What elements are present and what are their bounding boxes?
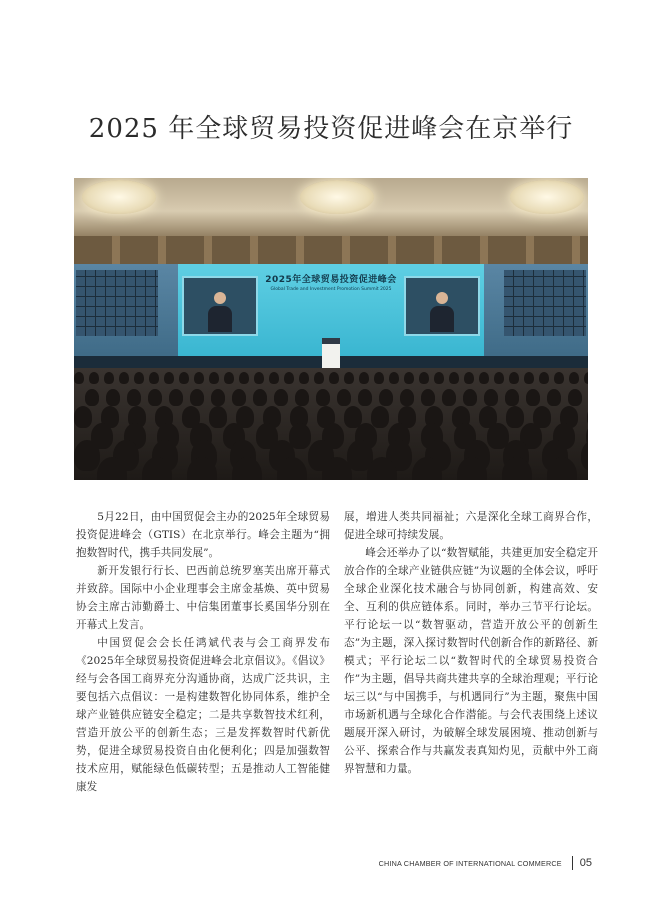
audience-head (74, 372, 84, 384)
speaker-figure (208, 292, 232, 332)
audience-head (400, 389, 414, 406)
paragraph: 峰会还举办了以“数智赋能，共建更加安全稳定开放合作的全球产业链供应链”为议题的全体会议，呼吁全球企业深化技术融合与协同创新，构建高效、安全、互利的供应链体系。同时，举办三节平行论坛。平行论坛一以“数智驱动，营造开放公平的创新生态”为主题，深入探讨数智时代创新合作的新路径、新模式；平行论坛二以“数智时代的全球贸易投资合作”为主题，倡导共商共建共享的全球治理观；平行论坛三以“与中国携手，与机遇同行”为主题，聚焦中国市场新机遇与全球化合作潜能。与会代表围绕上述议题展开深入研讨，为破解全球发展困境、推动创新与公平、探索合作与共赢发表真知灼见，贡献中外工商界智慧和力量。 (344, 547, 598, 775)
audience-head (442, 389, 456, 406)
screen-subtitle: Global Trade and Investment Promotion Summit 2025 (270, 287, 392, 292)
audience-head (419, 372, 429, 384)
summit-photo (74, 178, 588, 480)
audience-head (587, 406, 588, 428)
audience-head (164, 372, 174, 384)
audience-head (284, 372, 294, 384)
audience-head (316, 389, 330, 406)
audience-head (568, 389, 582, 406)
article-right-column (344, 508, 598, 778)
audience-head (569, 372, 579, 384)
audience-head (329, 372, 339, 384)
audience-head (314, 372, 324, 384)
paragraph-continuation: 展，增进人类共同福祉；六是深化全球工商界合作，促进全球可持续发展。 (344, 511, 598, 541)
audience-head (74, 440, 100, 471)
paragraph: 中国贸促会会长任鸿斌代表与会工商界发布《2025年全球贸易投资促进峰会北京倡议》。《倡议》经与会各国工商界充分沟通协商，达成广泛共识，主要包括六点倡议：一是构建数智化协同体系，维护全球产业链供应链安全稳定；二是共享数智技术红利，营造开放公平的创新生态；三是发挥数智时代新优势，促进全球贸易投资自由化便利化；四是加强数智技术应用，赋能绿色低碳转型；五是推动人工智能健康发 (76, 637, 330, 793)
audience-head (358, 389, 372, 406)
audience-head (106, 389, 120, 406)
article-left-column (76, 508, 330, 796)
audience-head (274, 389, 288, 406)
speaker-figure (430, 292, 454, 332)
audience-head (526, 389, 540, 406)
audience-head (554, 372, 564, 384)
page-footer (379, 856, 592, 870)
audience (74, 368, 588, 480)
audience-head (232, 389, 246, 406)
audience-head (344, 372, 354, 384)
audience-head (539, 372, 549, 384)
audience-head (506, 406, 524, 428)
audience-head (119, 372, 129, 384)
audience-head (509, 372, 519, 384)
speaker-screen-right (404, 276, 480, 336)
audience-head (484, 389, 498, 406)
chandelier (300, 180, 374, 214)
audience-head (149, 372, 159, 384)
video-wall-left (76, 270, 158, 336)
audience-head (253, 389, 267, 406)
screen-title: 2025年全球贸易投资促进峰会 (265, 275, 397, 285)
audience-head (209, 406, 227, 428)
audience-head (379, 389, 393, 406)
audience-head (104, 372, 114, 384)
page-number: 05 (579, 857, 592, 869)
audience-head (254, 372, 264, 384)
audience-head (269, 372, 279, 384)
audience-head (127, 389, 141, 406)
audience-head (299, 372, 309, 384)
audience-head (190, 389, 204, 406)
audience-head (134, 372, 144, 384)
footer-divider (572, 856, 573, 870)
audience-head (194, 372, 204, 384)
article-title: 2025 年全球贸易投资促进峰会在京举行 (88, 114, 574, 144)
audience-head (295, 389, 309, 406)
audience-head (584, 372, 588, 384)
audience-head (464, 372, 474, 384)
video-wall-right (504, 270, 586, 336)
audience-head (463, 389, 477, 406)
audience-head (74, 406, 92, 428)
audience-head (404, 372, 414, 384)
audience-head (359, 372, 369, 384)
audience-head (524, 372, 534, 384)
audience-head (581, 440, 588, 471)
audience-head (434, 372, 444, 384)
audience-head (224, 372, 234, 384)
speaker-screen-left (182, 276, 258, 336)
audience-head (374, 372, 384, 384)
audience-head (89, 372, 99, 384)
audience-head (547, 389, 561, 406)
audience-head (389, 372, 399, 384)
audience-head (169, 389, 183, 406)
audience-head (209, 372, 219, 384)
audience-head (148, 389, 162, 406)
audience-head (449, 372, 459, 384)
audience-head (179, 372, 189, 384)
paragraph: 新开发银行行长、巴西前总统罗塞芙出席开幕式并致辞。国际中小企业理事会主席金基焕、英中贸易协会主席古沛勤爵士、中信集团董事长奚国华分别在开幕式上发言。 (76, 565, 330, 631)
audience-head (239, 372, 249, 384)
footer-organization: CHINA CHAMBER OF INTERNATIONAL COMMERCE (378, 858, 562, 868)
paragraph: 5月22日，由中国贸促会主办的2025年全球贸易投资促进峰会（GTIS）在北京举行。峰会主题为“拥抱数智时代，携手共同发展”。 (76, 511, 330, 559)
chandelier (510, 180, 584, 214)
audience-head (85, 389, 99, 406)
audience-head (371, 406, 389, 428)
screen-banner (260, 272, 402, 292)
audience-head (494, 372, 504, 384)
audience-head (211, 389, 225, 406)
audience-head (421, 389, 435, 406)
chandelier (82, 180, 156, 214)
audience-head (505, 389, 519, 406)
audience-head (337, 389, 351, 406)
podium (322, 338, 340, 370)
audience-head (479, 372, 489, 384)
